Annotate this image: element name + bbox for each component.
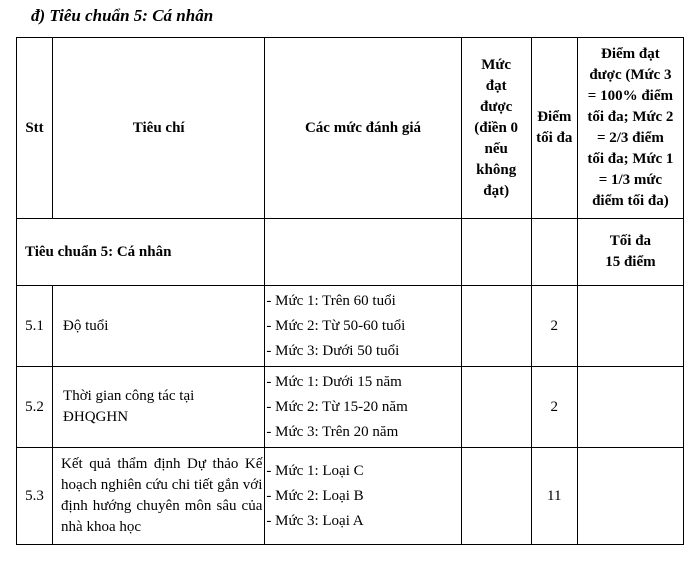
header-line: đạt (485, 77, 507, 94)
header-tieu-chi: Tiêu chí (53, 38, 265, 219)
table-cell (461, 219, 531, 286)
row-stt: 5.1 (17, 286, 53, 367)
row-score (577, 448, 683, 545)
section-max-line: Tối đa (609, 233, 652, 249)
header-line: = 100% điểm (587, 88, 673, 104)
row-muc-dat (461, 448, 531, 545)
row-max-points: 11 (531, 448, 577, 545)
header-line: = 1/3 mức (598, 172, 663, 188)
level-item: - Mức 3: Trên 20 năm (266, 423, 399, 440)
header-line: không (476, 161, 517, 178)
row-stt: 5.2 (17, 367, 53, 448)
criteria-table (16, 37, 684, 545)
header-diem-dat (577, 38, 683, 219)
header-line: = 2/3 điểm (596, 130, 664, 146)
row-score (577, 286, 683, 367)
header-line: được (480, 98, 513, 115)
level-item: - Mức 1: Trên 60 tuổi (266, 292, 396, 309)
level-item: - Mức 1: Dưới 15 năm (266, 373, 402, 390)
row-stt: 5.3 (17, 448, 53, 545)
header-line: (điền 0 (474, 119, 519, 136)
row-levels (265, 286, 461, 367)
row-max-points: 2 (531, 286, 577, 367)
section-max-line: 15 điểm (605, 254, 656, 270)
section-row (17, 219, 684, 286)
header-row (17, 38, 684, 219)
row-criterion: Độ tuổi (53, 286, 265, 367)
section-heading: đ) Tiêu chuẩn 5: Cá nhân (31, 6, 214, 25)
level-item: - Mức 3: Loại A (266, 512, 364, 529)
header-line: Điểm (537, 109, 572, 125)
level-item: - Mức 2: Từ 15-20 năm (266, 398, 408, 415)
table-cell (265, 219, 461, 286)
table-row (17, 286, 684, 367)
header-diem-toi-da (531, 38, 577, 219)
row-criterion: Kết quả thẩm định Dự thảo Kế hoạch nghiên cứu chi tiết gắn với định hướng chuyên môn sâu của nhà khoa học (53, 448, 265, 545)
level-item: - Mức 2: Loại B (266, 487, 364, 504)
row-score (577, 367, 683, 448)
header-line: đạt) (483, 182, 510, 199)
level-item: - Mức 1: Loại C (266, 462, 364, 479)
header-line: tối đa; Mức 2 (587, 109, 674, 125)
header-line: tối đa (536, 130, 573, 146)
table-cell (531, 219, 577, 286)
header-line: được (Mức 3 (589, 67, 672, 83)
row-levels (265, 367, 461, 448)
section-max-points (577, 219, 683, 286)
header-stt: Stt (17, 38, 53, 219)
header-line: Điểm đạt (601, 46, 660, 62)
header-line: Mức (481, 56, 512, 73)
table-row (17, 367, 684, 448)
row-criterion: Thời gian công tác tại ĐHQGHN (53, 367, 265, 448)
header-muc-dat (461, 38, 531, 219)
section-label: Tiêu chuẩn 5: Cá nhân (17, 219, 265, 286)
row-muc-dat (461, 286, 531, 367)
header-line: điểm tối đa) (592, 193, 669, 209)
header-cac-muc: Các mức đánh giá (265, 38, 461, 219)
table-row (17, 448, 684, 545)
row-max-points: 2 (531, 367, 577, 448)
row-muc-dat (461, 367, 531, 448)
level-item: - Mức 2: Từ 50-60 tuổi (266, 317, 406, 334)
row-levels (265, 448, 461, 545)
level-item: - Mức 3: Dưới 50 tuổi (266, 342, 400, 359)
header-line: tối đa; Mức 1 (587, 151, 674, 167)
header-line: nếu (484, 140, 508, 157)
